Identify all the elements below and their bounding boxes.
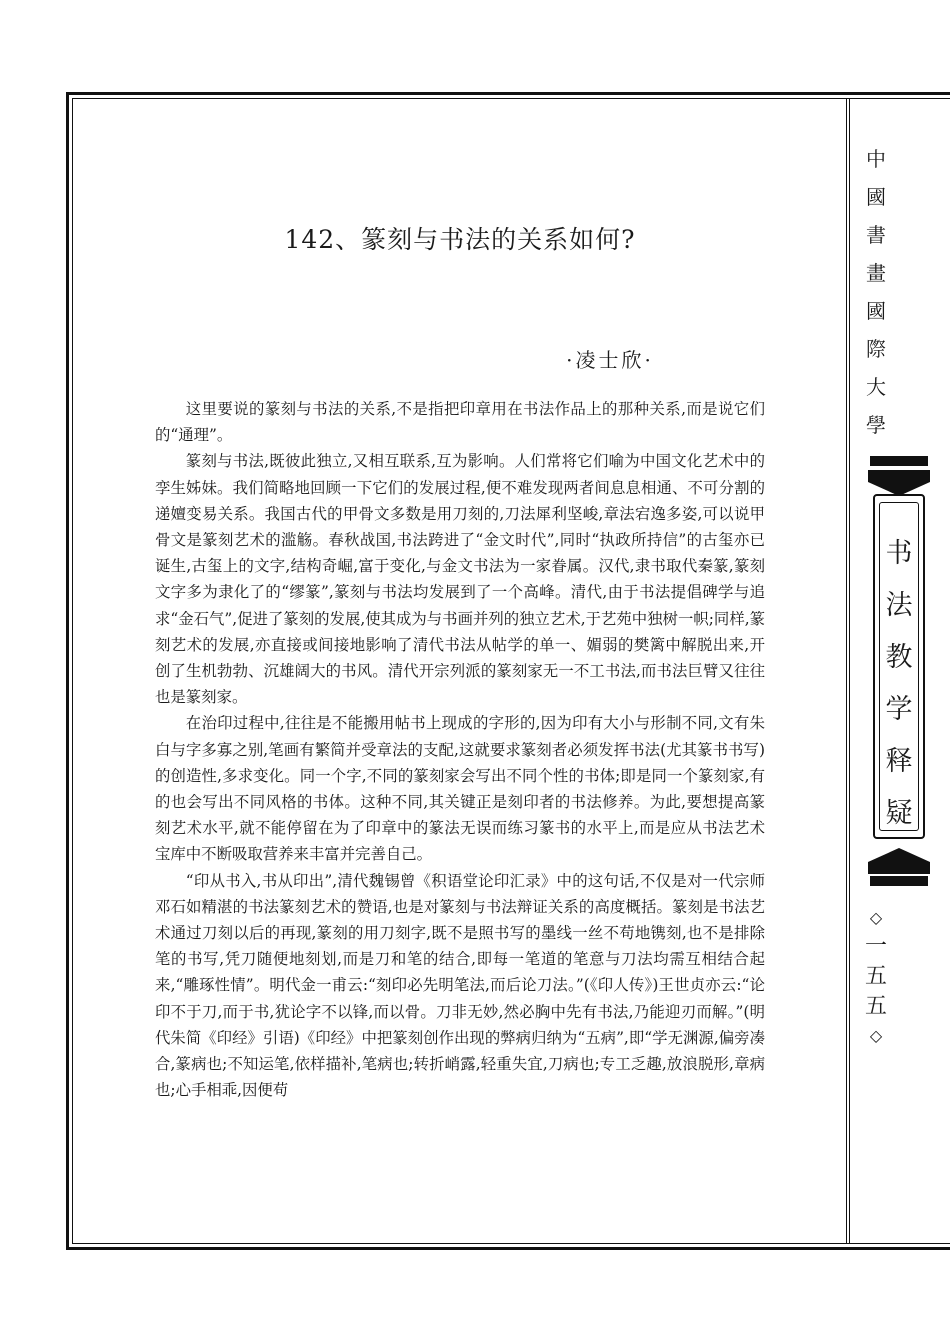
paragraph-4: “印从书入,书从印出”,清代魏锡曾《积语堂论印汇录》中的这句话,不仅是对一代宗师邓石如精湛的书法篆刻艺术的赞语,也是对篆刻与书法辩证关系的高度概括。篆刻是书法艺术通过刀刻以后的再现,篆刻的用刀刻字,既不是照书写的墨线一丝不苟地镌刻,也不是排除笔的书写,凭刀随便地刻划,而是刀和笔的结合,即每一笔道的笔意与刀法均需互相结合起来,“雕琢性情”。明代金一甫云:“刻印必先明笔法,而后论刀法。”(《印人传》)王世贞亦云:“论印不于刀,而于书,犹论字不以锋,而以骨。刀非无妙,然必胸中先有书法,乃能迎刃而解。”(明代朱简《印经》引语)《印经》中把篆刻创作出现的弊病归纳为“五病”,即“学无渊源,偏旁凑合,篆病也;不知运笔,依样描补,笔病也;转折峭露,轻重失宜,刀病也;专工乏趣,放浪脱形,章病也;心手相乖,因便苟 bbox=[155, 871, 765, 1100]
series-title-vertical bbox=[858, 140, 894, 444]
article-title: 142、篆刻与书法的关系如何? bbox=[284, 225, 636, 254]
paragraph-2: 篆刻与书法,既彼此独立,又相互联系,互为影响。人们常将它们喻为中国文化艺术中的孪生姊妹。我们简略地回顾一下它们的发展过程,便不难发现两者间息息相通、不可分割的递嬗变易关系。我国古代的甲骨文多数是用刀刻的,刀法犀利坚峻,章法宕逸多姿,可以说甲骨文是篆刻艺术的滥觞。春秋战国,书法跨进了“金文时代”,同时“执政所持信”的古玺亦已诞生,古玺上的文字,结构奇崛,富于变化,与金文书法为一家眷属。汉代,隶书取代秦篆,篆刻文字多为隶化了的“缪篆”,篆刻与书法均发展到了一个高峰。清代,由于书法提倡碑学与追求“金石气”,促进了篆刻的发展,使其成为与书画并列的独立艺术,于艺苑中独树一帜;同样,篆刻艺术的发展,亦直接或间接地影响了清代书法从帖学的单一、媚弱的樊篱中解脱出来,开创了生机勃勃、沉雄阔大的书风。清代开宗列派的篆刻家无一不工书法,而书法巨臂又往往也是篆刻家。 bbox=[155, 452, 765, 707]
section-chevron-bottom bbox=[866, 846, 932, 876]
series-title-text: 中國書畫國際大學 bbox=[866, 147, 886, 437]
sidebar-divider bbox=[846, 99, 847, 1244]
section-bar-top bbox=[870, 456, 928, 466]
page-number-text: 一五五 bbox=[865, 934, 888, 1019]
diamond-icon: ◇ bbox=[869, 908, 883, 927]
diamond-icon: ◇ bbox=[869, 1026, 883, 1045]
article-body bbox=[155, 396, 765, 1103]
sidebar-divider-inner bbox=[849, 99, 850, 1244]
article-author: ·凌士欣· bbox=[566, 348, 654, 372]
page-number-vertical bbox=[858, 904, 894, 1050]
section-title-text: 书法教学释疑 bbox=[885, 538, 913, 829]
section-bar-bottom bbox=[870, 876, 928, 886]
section-title-vertical bbox=[876, 528, 922, 840]
paragraph-1: 这里要说的篆刻与书法的关系,不是指把印章用在书法作品上的那种关系,而是说它们的“通理”。 bbox=[155, 400, 765, 445]
paragraph-3: 在治印过程中,往往是不能搬用帖书上现成的字形的,因为印有大小与形制不同,文有朱白与字多寡之别,笔画有繁简并受章法的支配,这就要求篆刻者必须发挥书法(尤其篆书书写)的创造性,多求变化。同一个字,不同的篆刻家会写出不同个性的书体;即是同一个篆刻家,有的也会写出不同风格的书体。这种不同,其关键正是刻印者的书法修养。为此,要想提高篆刻艺术水平,就不能停留在为了印章中的篆法无误而练习篆书的水平上,而是应从书法艺术宝库中不断吸取营养来丰富并完善自己。 bbox=[155, 714, 765, 864]
